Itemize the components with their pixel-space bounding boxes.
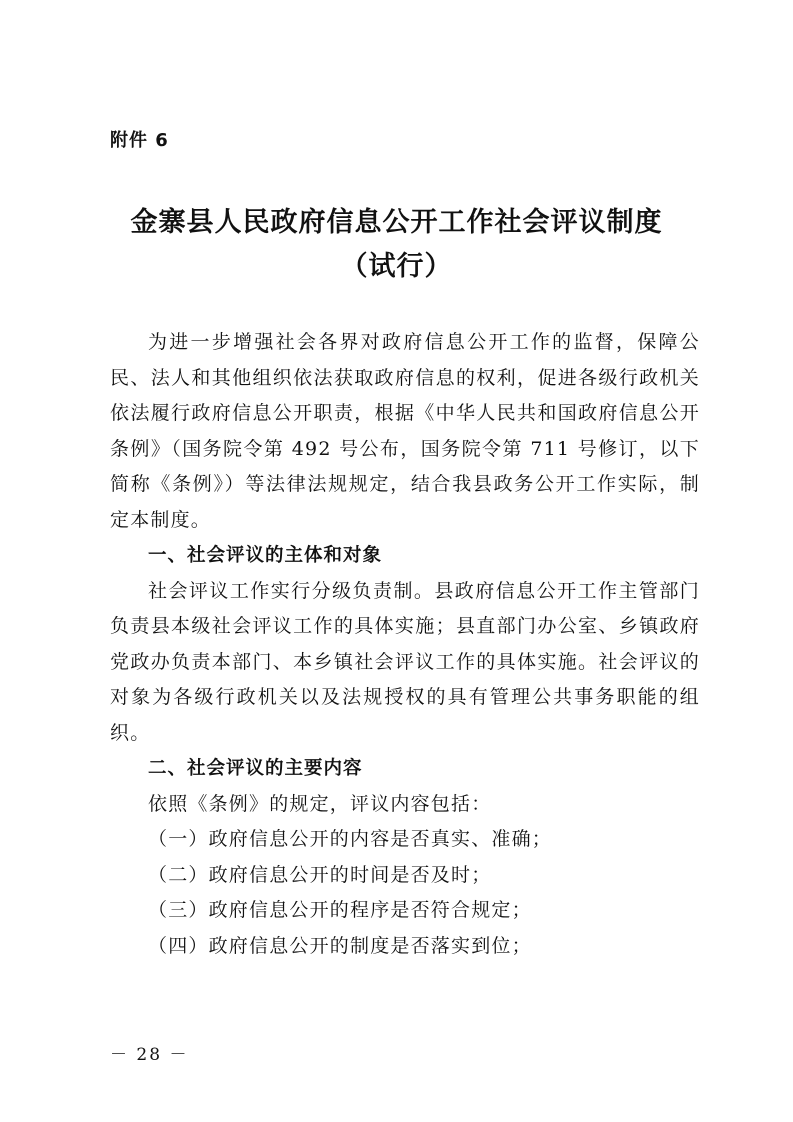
- document-body: [110, 325, 700, 964]
- document-subtitle: （试行）: [340, 251, 453, 282]
- list-item: （二）政府信息公开的时间是否及时；: [148, 863, 492, 886]
- section-intro-2: 依照《条例》的规定，评议内容包括：: [148, 792, 492, 815]
- section-paragraph-1: 社会评议工作实行分级负责制。县政府信息公开工作主管部门负责县本级社会评议工作的具体实施；县直部门办公室、乡镇政府党政办负责本部门、本乡镇社会评议工作的具体实施。社会评议的对象为各级行政机关以及法规授权的具有管理公共事务职能的组织。: [110, 579, 700, 744]
- section-heading-1: 一、社会评议的主体和对象: [148, 545, 383, 566]
- intro-paragraph: 为进一步增强社会各界对政府信息公开工作的监督，保障公民、法人和其他组织依法获取政府信息的权利，促进各级行政机关依法履行政府信息公开职责，根据《中华人民共和国政府信息公开条例》（国务院令第 492 号公布，国务院令第 711 号修订，以下简称《条例》）等法律法规规定，结合我县政务公开工作实际，制定本制度。: [110, 331, 700, 531]
- list-item: （三）政府信息公开的程序是否符合规定；: [148, 899, 532, 921]
- list-item: （四）政府信息公开的制度是否落实到位；: [148, 934, 532, 957]
- page-number: － 28 －: [110, 1045, 189, 1065]
- attachment-label: 附件 6: [110, 130, 169, 151]
- section-heading-2: 二、社会评议的主要内容: [148, 758, 363, 779]
- list-item: （一）政府信息公开的内容是否真实、准确；: [148, 828, 553, 850]
- document-title: 金寨县人民政府信息公开工作社会评议制度: [130, 207, 663, 238]
